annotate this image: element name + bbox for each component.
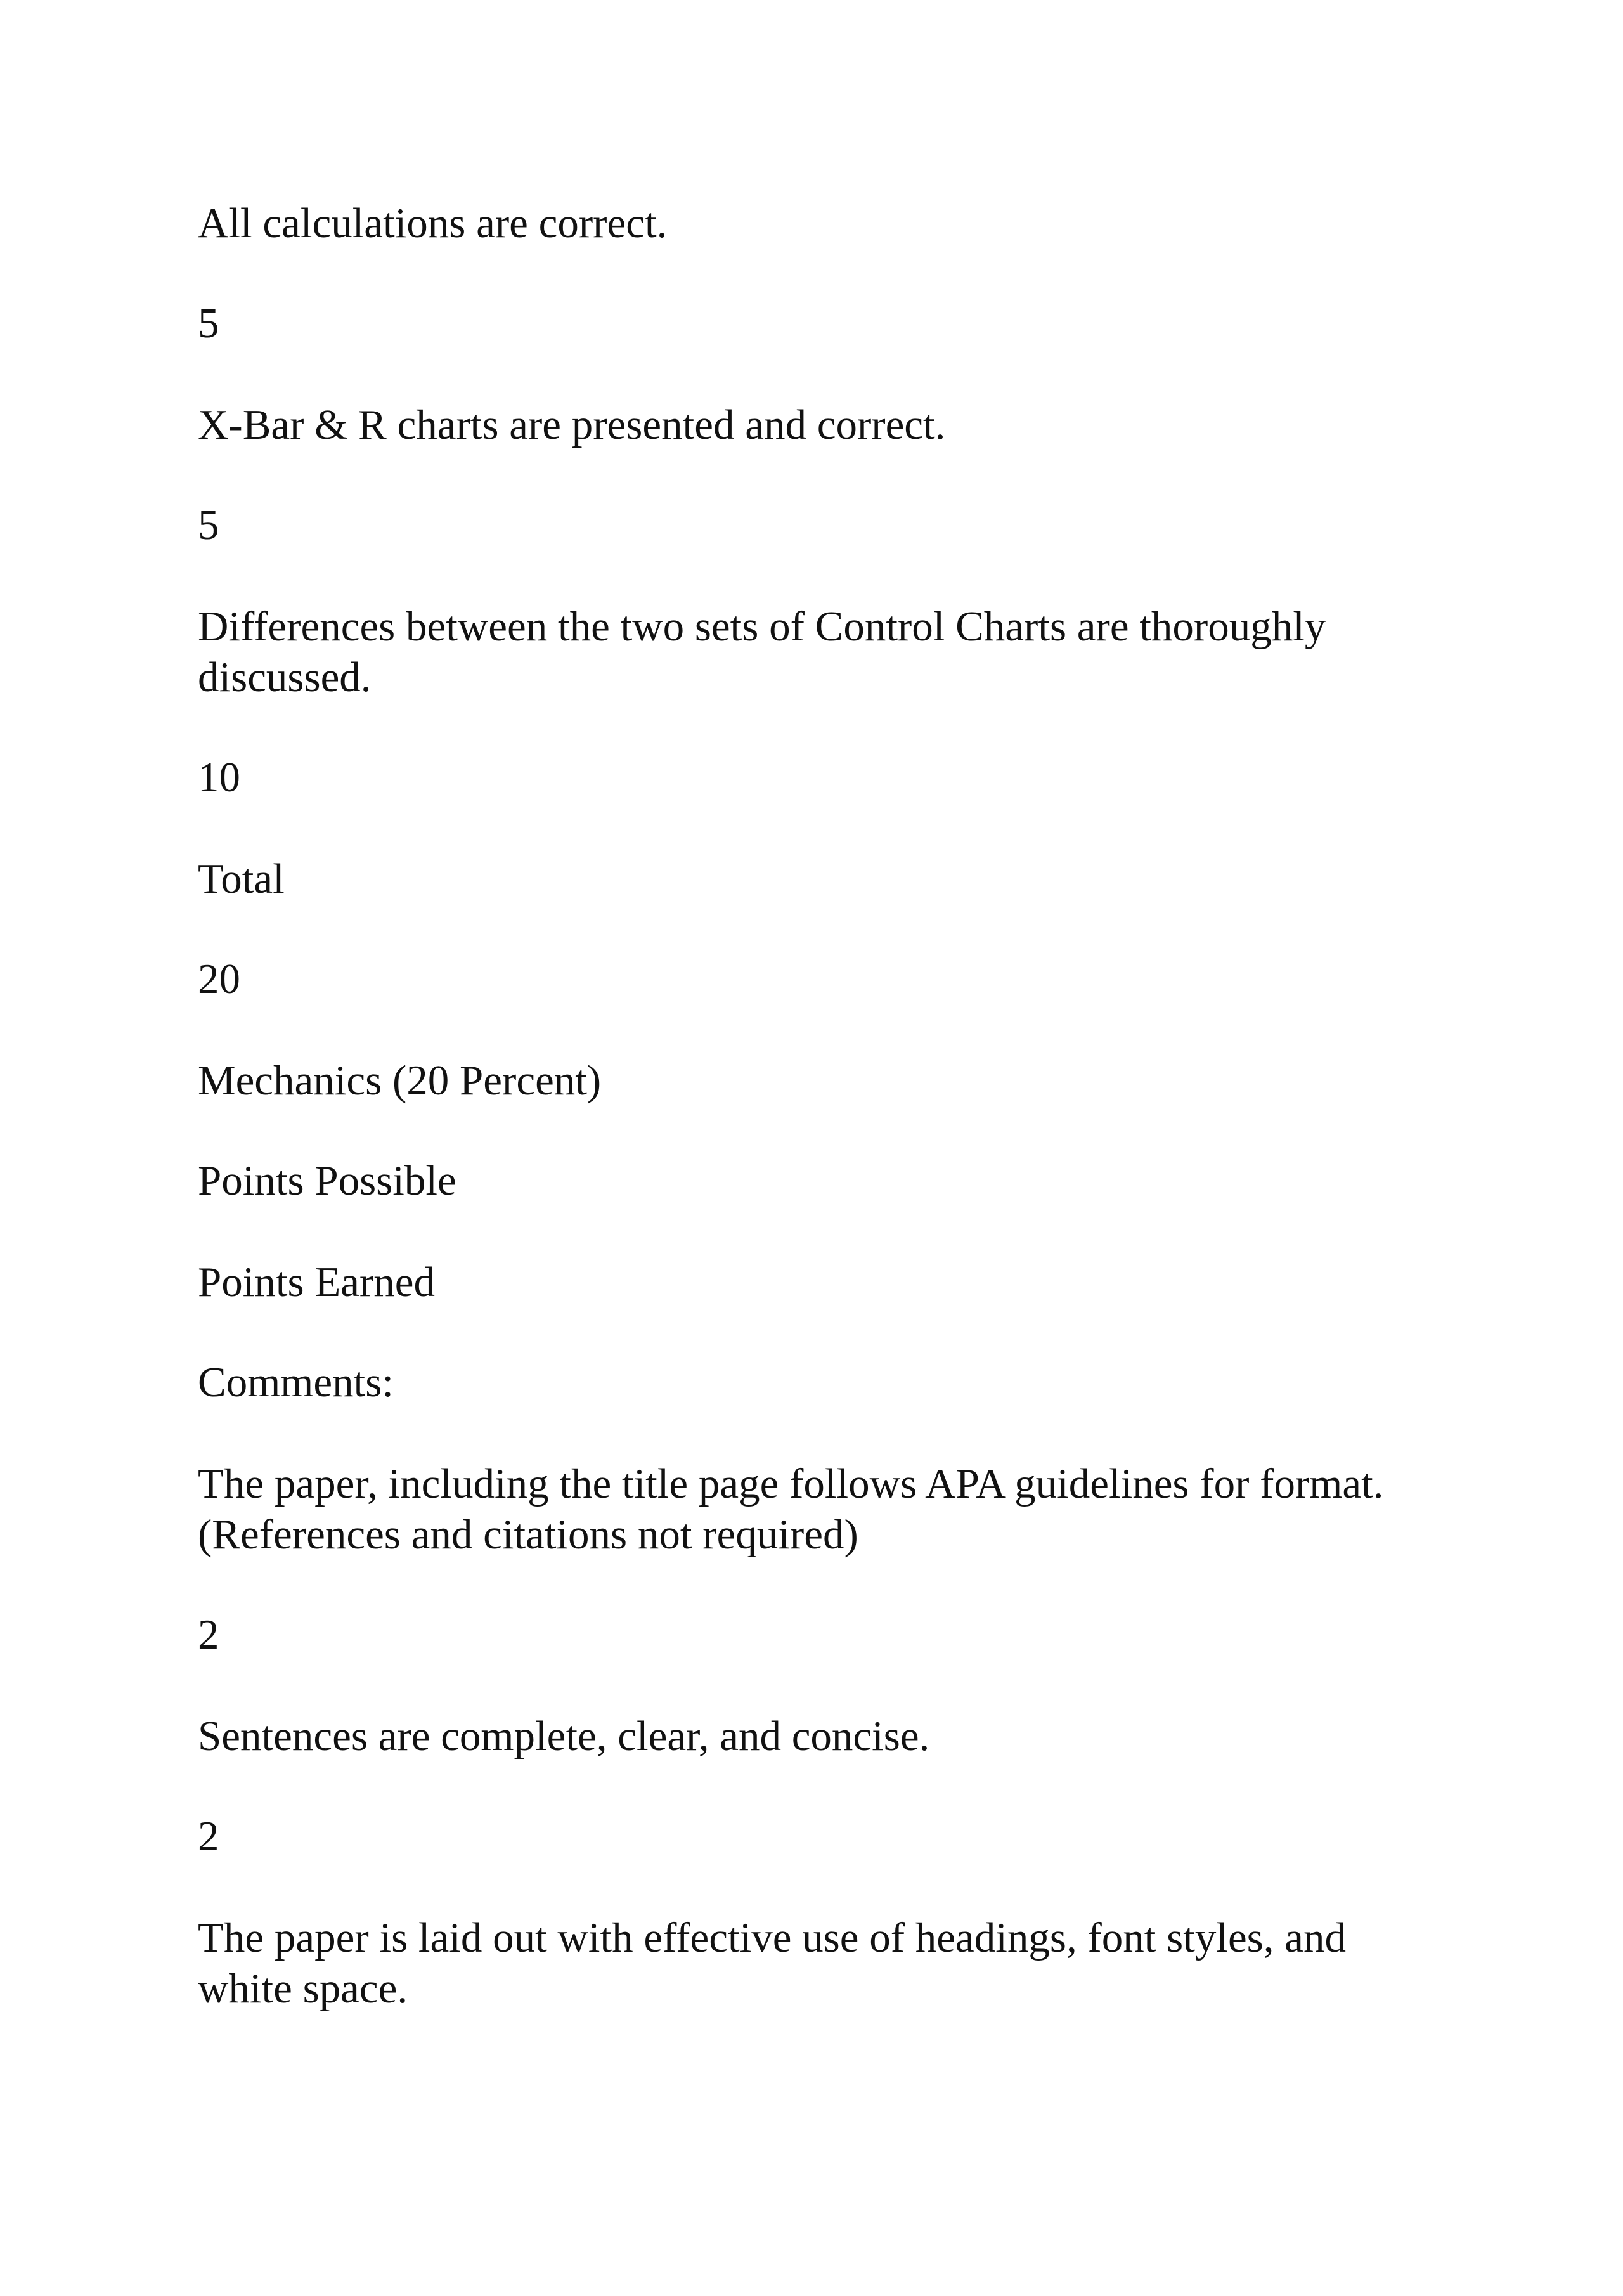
total-points: 20 (198, 956, 240, 1002)
criterion-sentences: Sentences are complete, clear, and concise. (198, 1713, 930, 1760)
total-label: Total (198, 855, 285, 902)
points-xbar-r-charts: 5 (198, 502, 219, 548)
criterion-xbar-r-charts: X-Bar & R charts are presented and correct. (198, 401, 946, 448)
criterion-apa-format: The paper, including the title page follows APA guidelines for format. (References and citations not required) (198, 1460, 1384, 1558)
criterion-calculations: All calculations are correct. (198, 200, 668, 247)
points-apa-format: 2 (198, 1611, 219, 1658)
points-calculations: 5 (198, 300, 219, 347)
criterion-layout: The paper is laid out with effective use of headings, font styles, and white space. (198, 1914, 1346, 2012)
criterion-control-chart-differences: Differences between the two sets of Control Charts are thoroughly discussed. (198, 603, 1326, 701)
comments-label: Comments: (198, 1359, 394, 1406)
points-earned-label: Points Earned (198, 1259, 436, 1306)
points-possible-label: Points Possible (198, 1157, 456, 1204)
section-heading-mechanics: Mechanics (20 Percent) (198, 1057, 602, 1104)
points-sentences: 2 (198, 1813, 219, 1860)
points-control-chart-differences: 10 (198, 754, 240, 801)
